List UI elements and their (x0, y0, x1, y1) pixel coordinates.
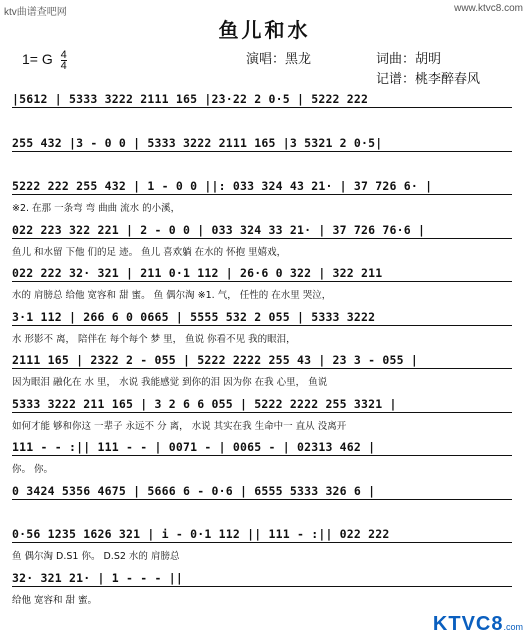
notation-line: 022 223 322 221 | 2 - 0 0 | 033 324 33 21· | 37 726 76·6 | (12, 222, 426, 237)
beam-underline (12, 368, 512, 369)
beam-underline (12, 325, 512, 326)
logo-main: KTVC8 (432, 613, 504, 635)
logo-sub: .com (503, 622, 523, 632)
score-row (12, 136, 520, 176)
score-row (12, 397, 520, 437)
lyric-line: 你。 你。 (12, 464, 54, 475)
watermark-left: ktv曲谱查吧网 (4, 7, 67, 18)
lyric-line: 因为眼泪 融化在 水 里， 水说 我能感觉 到你的泪 因为你 在我 心里， 鱼说 (12, 377, 328, 388)
notation-line: 0·56 1235 1626 321 | i - 0·1 112 || 111 - :|| 022 222 (12, 527, 390, 541)
score-row (12, 266, 520, 306)
beam-underline (12, 238, 512, 239)
lyric-line: 水的 肩膀总 给他 宽容和 甜 蜜。 鱼 偶尔淘 ※1. 气， 任性的 在水里 哭泣， (12, 290, 332, 301)
key-signature (22, 50, 67, 71)
lyricist-composer: 词曲：胡明 (376, 52, 442, 67)
beam-underline (12, 151, 512, 152)
score-row (12, 571, 520, 611)
beam-underline (12, 586, 512, 587)
beam-underline (12, 281, 512, 282)
notation-line: 5222 222 255 432 | 1 - 0 0 ||: 033 324 43 21· | 37 726 6· | (12, 179, 433, 193)
score-row (12, 223, 520, 263)
time-signature (61, 50, 67, 71)
beam-underline (12, 412, 512, 413)
notation-line: 5333 3222 211 165 | 3 2 6 6 055 | 5222 2222 255 3321 | (12, 396, 397, 411)
beam-underline (12, 499, 512, 500)
key-label: 1= G (22, 51, 53, 68)
watermark-right: www.ktvc8.com (454, 3, 523, 14)
notation-line: |5612 | 5333 3222 2111 165 |2̇3·22 2 0·5 | 5222 222 (12, 92, 369, 106)
time-sig-bottom: 4 (60, 60, 67, 72)
score-row (12, 179, 520, 219)
beam-underline (12, 542, 512, 543)
singer: 演唱：黑龙 (246, 52, 312, 67)
score-row (12, 310, 520, 350)
score-row (12, 92, 520, 132)
lyric-line: 如何才能 够和你这 一辈子 永远不 分 离， 水说 其实在我 生命中一 直从 没离开 (12, 420, 347, 432)
lyric-line: 鱼儿 和水留 下他 们的足 迹。 鱼儿 喜欢躺 在水的 怀抱 里嬉戏， (12, 246, 287, 258)
lyric-line: ※2. 在那 一条弯 弯 曲曲 流水 的小溪， (12, 203, 181, 214)
score-row (12, 484, 520, 524)
notation-line: 022 222 32· 321 | 211 0·1 112 | 26·6 0 322 | 322 211 (12, 266, 383, 280)
notation-line: 3·1 112 | 266 6 0 0665 | 5555 532 2 055 | 5333 3222 (12, 309, 376, 324)
song-title: 鱼儿和水 (218, 18, 311, 42)
beam-underline (12, 107, 512, 108)
notation-line: 32· 321 21· | 1 - - - || (12, 570, 183, 585)
score-row (12, 527, 520, 567)
lyric-line: 鱼 偶尔淘 D.S1 你。 D.S2 水的 肩膀总 (12, 551, 180, 562)
beam-underline (12, 194, 512, 195)
notation-line: 0 3424 5356 4675 | 5666 6 - 0·6 | 6555 5333 326 6 | (12, 483, 376, 498)
lyric-line: 水 形影不 离， 陪伴在 每个每个 梦 里， 鱼说 你看不见 我的眼泪， (12, 333, 296, 345)
time-sig-top: 4 (60, 49, 67, 61)
beam-underline (12, 455, 512, 456)
score-row (12, 353, 520, 393)
transcriber: 记谱：桃李醉春风 (376, 72, 481, 87)
score-row (12, 440, 520, 480)
site-logo (433, 613, 523, 636)
lyric-line: 给他 宽容和 甜 蜜。 (12, 594, 98, 606)
notation-line: 2111 165 | 2322 2 - 055 | 5222 2222 255 43 | 23 3 - 055 | (12, 353, 419, 367)
notation-line: 111 - - :|| 111 - - | 0071 - | 0065 - | 02313 462 | (12, 440, 376, 454)
notation-line: 255 432 |3 - 0 0 | 5333 3222 2111 165 |3 5321 2 0·5| (12, 135, 383, 150)
